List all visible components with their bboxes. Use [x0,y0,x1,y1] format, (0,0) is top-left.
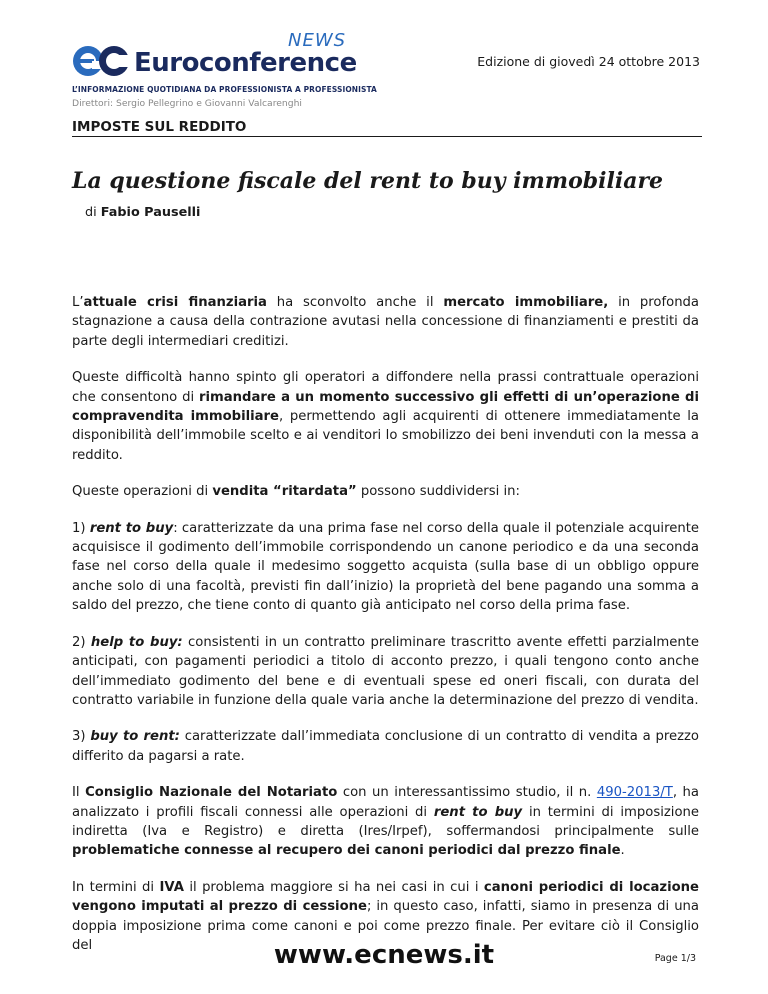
paragraph-4-rent-to-buy [72,519,699,616]
paragraph-1 [72,293,699,351]
edition-date: Edizione di giovedì 24 ottobre 2013 [477,54,700,69]
euroconference-logo[interactable] [72,30,377,114]
text-bold-italic: rent to buy [89,520,174,536]
text-bold-italic: rent to buy [433,804,523,820]
text-bold: vendita “ritardata” [212,484,357,500]
text: in termini di imposizione indiretta (Iva e Registro) e diretta (Ires/Irpef), soffermandosi principalmente sulle [72,804,699,839]
text-bold: attuale crisi finanziaria [83,295,267,310]
text-bold: mercato immobiliare, [443,295,609,310]
text: consistenti in un contratto preliminare trascritto avente effetti parzialmente anticipati, con pagamenti periodici a titolo di acconto prezzo, i quali tengono conto anche dell’immediato godimento del bene e di eventuali spese ed oneri fiscali, con durata del contratto variabile in funzione della quale varia anche la determinazione del prezzo di vendita. [72,634,699,708]
text-bold: IVA [159,879,184,895]
article-body [72,293,699,972]
text-bold: rimandare a un momento successivo gli effetti di un’operazione di compravendita immobiliare [72,389,699,425]
text: possono suddividersi in: [356,484,520,500]
text: il problema maggiore si ha nei casi in cui i [183,879,484,895]
paragraph-5-help-to-buy [72,633,699,711]
text-bold: problematiche connesse al recupero dei canoni periodici dal prezzo finale [72,843,621,859]
text: In termini di [72,879,160,895]
section-heading [72,118,702,137]
text: L’ [72,295,84,310]
paragraph-3 [72,482,699,501]
text: Il [72,785,86,801]
text: : caratterizzate da una prima fase nel corso della quale il potenziale acquirente acquisisce il godimento dell’immobile corrispondendo un canone periodico e da una seconda fase nel corso della quale il medesimo soggetto acquista (sulla base di un obbligo oppure anche solo di una facoltà, previsti fin dall’inizio) la proprietà del bene pagando una somma a saldo del prezzo, che tiene conto di quanto già anticipato nel corso della prima fase. [72,520,699,614]
logo-brand-text: Euroconference [134,48,357,78]
author-name: Fabio Pauselli [100,205,201,220]
text: 2) [72,634,91,650]
text: , permettendo agli acquirenti di ottenere immediatamente la disponibilità dell’immobile scelto e ai venditori lo smobilizzo dei beni invenduti con la messa a reddito. [72,409,699,463]
text-bold: canoni periodici di locazione vengono imputati al prezzo di cessione [72,879,699,915]
text: 3) [72,729,91,745]
text: caratterizzate dall’immediata conclusione di un contratto di vendita a prezzo differito da pagarsi a rate. [72,729,699,764]
text: , ha analizzato i profili fiscali connessi alle operazioni di [72,785,699,820]
page-header [72,30,700,114]
text: con un interessantissimo studio, il n. [337,785,597,801]
text: Queste difficoltà hanno spinto gli operatori a diffondere nella prassi contrattuale operazioni che consentono di [72,370,699,405]
text: 1) [72,520,90,536]
text: ; in questo caso, infatti, siamo in presenza di una doppia imposizione prima come canoni e poi come prezzo finale. Per evitare ciò il Consiglio del [72,899,699,953]
paragraph-7 [72,783,699,861]
text-bold-italic: buy to rent: [90,729,180,745]
paragraph-2 [72,368,699,465]
logo-directors: Direttori: Sergio Pellegrino e Giovanni Valcarenghi [72,98,302,109]
ec-logo-icon [72,44,130,78]
article-title: La questione fiscale del rent to buy immobiliare [72,168,664,194]
article-byline [85,205,200,220]
logo-tagline: L’INFORMAZIONE QUOTIDIANA DA PROFESSIONISTA A PROFESSIONISTA [72,84,377,94]
paragraph-6-buy-to-rent [72,727,699,766]
section-label: IMPOSTE SUL REDDITO [72,119,247,135]
page-number: Page 1/3 [654,953,696,964]
byline-prefix: di [85,205,97,220]
logo-news-text: NEWS [288,30,347,51]
text: in profonda stagnazione a causa della contrazione avutasi nella concessione di finanziamenti e prestiti da parte degli intermediari creditizi. [72,295,700,349]
text: ha sconvolto anche il [266,295,444,310]
text: . [620,843,625,859]
study-link[interactable]: 490-2013/T [596,785,673,801]
footer-website-link[interactable]: www.ecnews.it [273,940,495,970]
text-bold: Consiglio Nazionale del Notariato [85,785,338,801]
text: Queste operazioni di [72,484,213,500]
text-bold-italic: help to buy: [90,634,183,650]
